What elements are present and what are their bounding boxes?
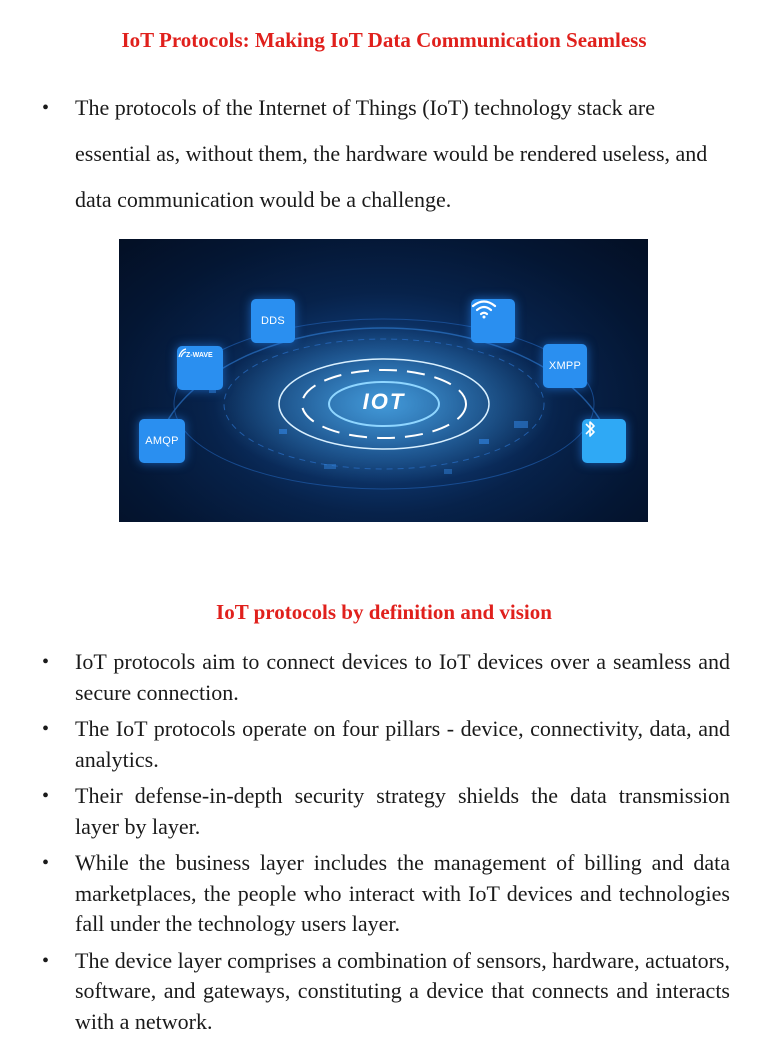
bluetooth-protocol-tile <box>582 419 626 463</box>
intro-bullet-list <box>0 85 768 223</box>
zwave-protocol-tile <box>177 346 223 390</box>
definition-bullet-list <box>0 647 768 1043</box>
list-item: • While the business layer includes the management of billing and data marketplaces, the people who interact with IoT devices and technologies fall under the technology users layer. <box>0 848 768 940</box>
iot-center-label: IOT <box>362 389 406 414</box>
xmpp-protocol-tile <box>543 344 587 388</box>
zwave-label: Z-WAVE <box>186 352 213 359</box>
intro-bullet: • The protocols of the Internet of Things (IoT) technology stack are essential as, without them, the hardware would be rendered useless, and data communication would be a challenge. <box>0 85 768 223</box>
list-item: • The IoT protocols operate on four pillars - device, connectivity, data, and analytics. <box>0 714 768 775</box>
iot-protocols-illustration <box>119 239 648 522</box>
list-item: • IoT protocols aim to connect devices to IoT devices over a seamless and secure connection. <box>0 647 768 708</box>
xmpp-label: XMPP <box>548 360 582 372</box>
section-title: IoT protocols by definition and vision <box>216 600 552 624</box>
amqp-protocol-tile <box>139 419 185 463</box>
page-title: IoT Protocols: Making IoT Data Communication Seamless <box>121 28 647 52</box>
dds-protocol-tile <box>251 299 295 343</box>
list-item: • Their defense-in-depth security strategy shields the data transmission layer by layer. <box>0 781 768 842</box>
wifi-protocol-tile <box>471 299 515 343</box>
dds-label: DDS <box>260 315 286 327</box>
list-item: • The device layer comprises a combination of sensors, hardware, actuators, software, and gateways, constituting a device that connects and interacts with a network. <box>0 946 768 1038</box>
amqp-label: AMQP <box>145 435 179 447</box>
